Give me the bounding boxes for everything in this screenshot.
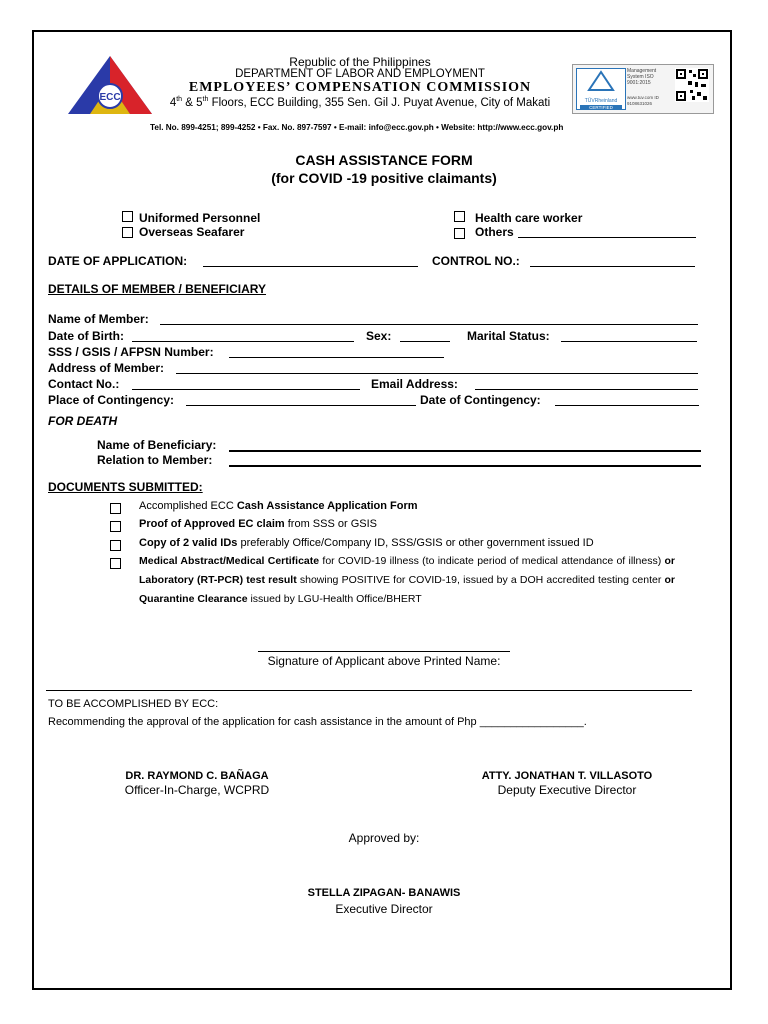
doc4-f: issued by LGU-Health Office/BHERT xyxy=(247,593,422,605)
address-label: Address of Member: xyxy=(48,361,165,375)
doc1-checkbox[interactable] xyxy=(110,503,121,514)
for-death-heading: FOR DEATH xyxy=(48,414,118,428)
others-checkbox[interactable] xyxy=(454,228,465,239)
signature-line[interactable] xyxy=(258,651,510,652)
address-mid: & 5 xyxy=(182,96,203,109)
details-heading: DETAILS OF MEMBER / BENEFICIARY xyxy=(48,282,267,296)
date-of-application-line[interactable] xyxy=(203,266,418,267)
address-pre: 4 xyxy=(169,96,177,109)
date-of-application-label: DATE OF APPLICATION: xyxy=(48,254,188,268)
doc1-a: Accomplished ECC xyxy=(139,500,237,512)
signatory1-name: DR. RAYMOND C. BAÑAGA xyxy=(125,770,269,782)
seafarer-checkbox[interactable] xyxy=(122,227,133,238)
name-of-member-line[interactable] xyxy=(160,324,698,325)
email-line[interactable] xyxy=(475,389,698,390)
address-post: Floors, ECC Building, 355 Sen. Gil J. Puyat Avenue, City of Makati xyxy=(208,96,551,109)
seafarer-label: Overseas Seafarer xyxy=(139,225,245,239)
cert-id-text: www.tuv.com ID 9108631026 xyxy=(627,95,659,106)
control-no-line[interactable] xyxy=(530,266,695,267)
tuv-mark xyxy=(576,68,626,110)
name-of-member-label: Name of Member: xyxy=(48,312,149,326)
place-of-contingency-line[interactable] xyxy=(186,405,416,406)
date-of-contingency-line[interactable] xyxy=(555,405,699,406)
date-of-birth-label: Date of Birth: xyxy=(48,329,124,343)
signature-label: Signature of Applicant above Printed Name: xyxy=(267,654,501,668)
signatory2-title: Deputy Executive Director xyxy=(497,783,637,797)
commission-name: EMPLOYEES’ COMPENSATION COMMISSION xyxy=(188,80,532,95)
doc3-text xyxy=(139,537,594,549)
address-sup2: th xyxy=(202,96,209,103)
address-line-field[interactable] xyxy=(176,373,698,374)
relation-line[interactable] xyxy=(229,465,701,467)
doc4-e: or Quarantine Clearance xyxy=(139,574,675,605)
ecc-logo xyxy=(66,54,154,116)
beneficiary-name-line[interactable] xyxy=(229,450,701,452)
contact-label: Contact No.: xyxy=(48,377,120,391)
email-label: Email Address: xyxy=(371,377,458,391)
doc4-checkbox[interactable] xyxy=(110,558,121,569)
doc2-b: from SSS or GSIS xyxy=(284,518,377,530)
contact-line-field[interactable] xyxy=(132,389,360,390)
uniformed-checkbox[interactable] xyxy=(122,211,133,222)
marital-status-label: Marital Status: xyxy=(467,329,550,343)
doc1-b: Cash Assistance Application Form xyxy=(236,500,418,512)
doc3-checkbox[interactable] xyxy=(110,540,121,551)
department-label: DEPARTMENT OF LABOR AND EMPLOYMENT xyxy=(235,68,485,80)
approved-by-label: Approved by: xyxy=(348,831,420,845)
doc4-text xyxy=(139,552,675,609)
qr-code-icon xyxy=(675,68,709,102)
doc4-d: showing POSITIVE for COVID-19, issued by a DOH accredited testing center xyxy=(296,574,665,586)
uniformed-label: Uniformed Personnel xyxy=(139,211,261,225)
tuv-triangle-icon xyxy=(577,69,625,93)
certification-badge xyxy=(572,64,714,114)
doc4-b: for COVID-19 illness (to indicate period of medical attendance of illness) xyxy=(319,555,665,567)
doc2-text xyxy=(139,518,377,530)
health-checkbox[interactable] xyxy=(454,211,465,222)
sss-label: SSS / GSIS / AFPSN Number: xyxy=(48,345,214,359)
contact-line: Tel. No. 899-4251; 899-4252 • Fax. No. 897-7597 • E-mail: info@ecc.gov.ph • Website: http://www.ecc.gov.ph xyxy=(150,123,564,132)
signatory1-title: Officer-In-Charge, WCPRD xyxy=(124,783,270,797)
control-no-label: CONTROL NO.: xyxy=(432,254,520,268)
form-title: CASH ASSISTANCE FORM xyxy=(295,152,473,168)
tuv-certified: CERTIFIED xyxy=(580,105,622,110)
recommending-text: Recommending the approval of the application for cash assistance in the amount of Php _________________. xyxy=(48,716,587,728)
doc3-a: Copy of 2 valid IDs xyxy=(139,537,238,549)
doc3-b: preferably Office/Company ID, SSS/GSIS or other government issued ID xyxy=(237,537,594,549)
place-of-contingency-label: Place of Contingency: xyxy=(48,393,175,407)
signatory3-title: Executive Director xyxy=(335,902,433,916)
health-label: Health care worker xyxy=(475,211,583,225)
form-subtitle: (for COVID -19 positive claimants) xyxy=(271,170,497,186)
signatory2-name: ATTY. JONATHAN T. VILLASOTO xyxy=(481,770,653,782)
republic-label: Republic of the Philippines xyxy=(289,55,431,69)
cert-side-text: Management System ISO 9001:2015 xyxy=(627,68,657,86)
address-sup1: th xyxy=(176,96,183,103)
address-line xyxy=(160,96,560,109)
relation-label: Relation to Member: xyxy=(97,453,213,467)
logo-text: ECC xyxy=(99,92,121,103)
doc1-text xyxy=(139,500,418,512)
others-label: Others xyxy=(475,225,514,239)
date-of-birth-line[interactable] xyxy=(132,341,354,342)
doc2-checkbox[interactable] xyxy=(110,521,121,532)
sex-label: Sex: xyxy=(366,329,392,343)
section-divider xyxy=(46,690,692,691)
tuv-brand: TÜVRheinland xyxy=(584,98,618,104)
doc4-a: Medical Abstract/Medical Certificate xyxy=(139,555,320,567)
doc2-a: Proof of Approved EC claim xyxy=(139,518,285,530)
marital-status-line[interactable] xyxy=(561,341,697,342)
documents-heading: DOCUMENTS SUBMITTED: xyxy=(48,480,203,494)
others-line[interactable] xyxy=(518,237,696,238)
sex-line[interactable] xyxy=(400,341,450,342)
sss-line[interactable] xyxy=(229,357,444,358)
ecc-heading: TO BE ACCOMPLISHED BY ECC: xyxy=(48,698,219,710)
beneficiary-name-label: Name of Beneficiary: xyxy=(97,438,217,452)
date-of-contingency-label: Date of Contingency: xyxy=(420,393,541,407)
signatory3-name: STELLA ZIPAGAN- BANAWIS xyxy=(307,887,461,899)
doc4-c: or Laboratory (RT-PCR) test result xyxy=(139,555,675,586)
